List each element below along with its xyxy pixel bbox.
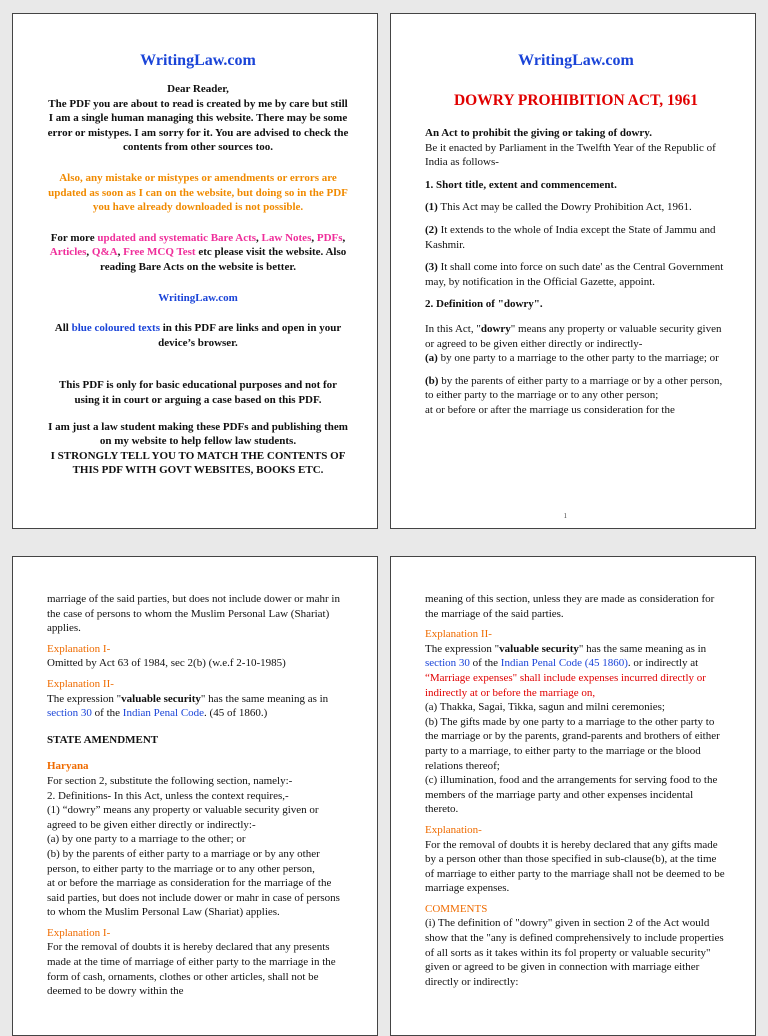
section-1-heading: 1. Short title, extent and commencement. <box>425 178 617 191</box>
def-word: dowry <box>480 322 511 335</box>
link-pdfs[interactable]: PDFs <box>316 231 343 244</box>
link-ipc[interactable]: Indian Penal Code (45 1860) <box>500 657 628 670</box>
haryana-line: For section 2, substitute the following section, namely:- <box>47 774 293 787</box>
haryana-explanation-text: For the removal of doubts it is hereby declared that any presents made at the time of marriage of either party to the marriage in the form of cash, ornaments, clothes or other articles, shall not be deemed to be dowry within the <box>47 941 336 998</box>
clause-b <box>425 374 727 403</box>
haryana-explanation-label: Explanation I- <box>47 926 111 939</box>
text-part: of the <box>91 707 123 720</box>
clause-text: This Act may be called the Dowry Prohibition Act, 1961. <box>437 201 692 214</box>
clause-1-3 <box>425 260 727 289</box>
pdf-page-1 <box>12 13 378 529</box>
clause-a <box>425 351 727 366</box>
explanation-2-label: Explanation II- <box>425 628 492 641</box>
link-section-30[interactable]: section 30 <box>47 707 92 720</box>
sep: , <box>342 231 346 244</box>
link-bare-acts[interactable]: updated and systematic Bare Acts <box>97 231 257 244</box>
enacted-text: Be it enacted by Parliament in the Twelfth Year of the Republic of India as follows- <box>425 141 716 169</box>
text-part: The expression " <box>47 692 122 705</box>
state-amendment-heading: STATE AMENDMENT <box>47 733 159 746</box>
link-qa[interactable]: Q&A <box>91 246 118 259</box>
link-mcq[interactable]: Free MCQ Test <box>123 246 196 259</box>
explanation-2-text <box>47 692 349 721</box>
clause-num: (a) <box>425 352 438 365</box>
page1-content <box>47 52 349 478</box>
haryana-line: at or before the marriage as consideration for the marriage of the said parties, but does not include dower or mahr in case of persons to whom the Muslim Personal Law (Shariat) applies. <box>47 877 340 919</box>
clause-num: (b) <box>425 374 439 387</box>
edu-notice: This PDF is only for basic educational purposes and not for using it in court or arguing a case based on this PDF. <box>58 379 338 406</box>
link-section-30[interactable]: section 30 <box>425 657 470 670</box>
all-suffix: in this PDF are links and open in your device’s browser. <box>158 322 342 349</box>
explanation-2-label: Explanation II- <box>47 677 114 690</box>
link-law-notes[interactable]: Law Notes <box>261 231 312 244</box>
sep: , <box>311 231 317 244</box>
text-part: " has the same meaning as in <box>578 642 707 655</box>
text-part: . or indirectly at <box>627 657 699 670</box>
update-notice: Also, any mistake or mistypes or amendments or errors are updated as soon as I can on the website, but doing so in the PDF you have already downloaded is not possible. <box>48 171 348 214</box>
clause-text: It shall come into force on such date' as the Central Government may, by notification in the Official Gazette, appoint. <box>425 261 724 288</box>
page4-content <box>425 592 727 989</box>
term: valuable security <box>121 692 201 705</box>
student-notice: I am just a law student making these PDFs and publishing them on my website to help fellow law students. <box>48 420 348 448</box>
haryana-heading: Haryana <box>47 760 89 773</box>
def-prefix: In this Act, " <box>425 322 481 335</box>
explanation-label: Explanation- <box>425 823 482 836</box>
continuation-text: marriage of the said parties, but does not include dower or mahr in the case of persons to whom the Muslim Personal Law (Shariat) applies. <box>47 593 340 635</box>
blue-text-link[interactable]: blue coloured texts <box>71 322 160 335</box>
section-2-heading: 2. Definition of "dowry". <box>425 298 543 311</box>
site-link[interactable]: WritingLaw.com <box>158 291 238 304</box>
dowry-definition <box>425 322 727 351</box>
term: valuable security <box>499 642 579 655</box>
page-number: 1 <box>563 512 567 520</box>
sep: , <box>86 246 92 259</box>
clause-1-2 <box>425 223 727 252</box>
text-part: The expression " <box>425 642 500 655</box>
explanation-1-label: Explanation I- <box>47 642 111 655</box>
link-articles[interactable]: Articles <box>49 246 87 259</box>
pdf-page-3 <box>12 556 378 1036</box>
greeting: Dear Reader, <box>167 83 229 95</box>
sep: , <box>256 231 262 244</box>
sep: , <box>117 246 124 259</box>
act-title: DOWRY PROHIBITION ACT, 1961 <box>453 92 699 109</box>
page2-content <box>425 52 727 418</box>
clause-1-1 <box>425 200 727 215</box>
pdf-page-2 <box>390 13 756 529</box>
clause-text: by one party to a marriage to the other party to the marriage; or <box>437 352 719 365</box>
item-a: (a) Thakka, Sagai, Tikka, sagun and milni ceremonies; <box>425 701 665 714</box>
haryana-line: (a) by one party to a marriage to the other; or <box>47 833 246 846</box>
text-part: . (45 of 1860.) <box>204 707 268 720</box>
item-b: (b) The gifts made by one party to a marriage to the other party to the marriage or by the parents, grand-parents and brothers of either party to a marriage, to either party to the marriage or the blood relations thereof; <box>425 715 720 772</box>
comments-label: COMMENTS <box>425 902 488 915</box>
continuation-text: at or before or after the marriage us consideration for the <box>425 403 675 416</box>
marriage-expenses-text: “Marriage expenses" shall include expenses incurred directly or indirectly at or before the marriage on, <box>425 671 706 699</box>
act-intro: An Act to prohibit the giving or taking of dowry. <box>425 127 652 139</box>
clause-num: (3) <box>425 261 438 274</box>
haryana-line: 2. Definitions- In this Act, unless the context requires,- <box>47 789 289 802</box>
explanation-1-text: Omitted by Act 63 of 1984, sec 2(b) (w.e.f 2-10-1985) <box>47 657 286 670</box>
more-prefix: For more <box>50 231 98 244</box>
more-resources <box>47 231 349 275</box>
all-prefix: All <box>54 322 72 335</box>
more-suffix: etc please visit the website. Also reading Bare Acts on the website is better. <box>100 246 347 273</box>
explanation-2-text <box>425 642 727 671</box>
def-suffix: " means any property or valuable security given or agreed to be given either directly or indirectly- <box>425 322 722 350</box>
item-c: (c) illumination, food and the arrangements for serving food to the members of the marriage party and other expenses incidental thereto. <box>425 774 718 816</box>
clause-num: (2) <box>425 223 438 236</box>
clause-text: It extends to the whole of India except the State of Jammu and Kashmir. <box>425 223 716 251</box>
text-part: of the <box>469 657 501 670</box>
clause-text: by the parents of either party to a marriage or by a other person, to either party to the marriage or to any other person; <box>425 374 723 402</box>
intro-text: The PDF you are about to read is created by me by care but still I am a single human managing this website. There may be some error or mistypes. I am sorry for it. You are advised to check the contents from other sources too. <box>47 97 349 154</box>
page3-content <box>47 592 349 999</box>
text-part: " has the same meaning as in <box>200 692 329 705</box>
continuation-text: meaning of this section, unless they are made as consideration for the marriage of the said parties. <box>425 593 715 620</box>
clause-num: (1) <box>425 201 438 214</box>
strong-notice: I STRONGLY TELL YOU TO MATCH THE CONTENTS OF THIS PDF WITH GOVT WEBSITES, BOOKS ETC. <box>50 449 346 477</box>
links-notice <box>47 321 349 350</box>
link-ipc[interactable]: Indian Penal Code <box>122 707 205 720</box>
brand-link[interactable]: WritingLaw.com <box>518 52 634 69</box>
haryana-line: (1) “dowry” means any property or valuable security given or agreed to be given either directly or indirectly:- <box>47 804 319 831</box>
explanation-text: For the removal of doubts it is hereby declared that any gifts made by a person other than those specified in sub-clause(b), at the time of marriage to either party to the marriage shall not be deemed to be marriage expenses. <box>425 838 725 895</box>
haryana-line: (b) by the parents of either party to a marriage or by any other person, to either party to the marriage or to any other person, <box>47 847 320 875</box>
comments-text: (i) The definition of "dowry" given in section 2 of the Act would show that the "any is defined comprehensively to include properties of all sorts as it takes within its fol property or valuable security" given or agreed to be given in connection with marriage either directly or indirectly: <box>425 917 724 988</box>
brand-link[interactable]: WritingLaw.com <box>140 52 256 69</box>
pdf-page-4 <box>390 556 756 1036</box>
